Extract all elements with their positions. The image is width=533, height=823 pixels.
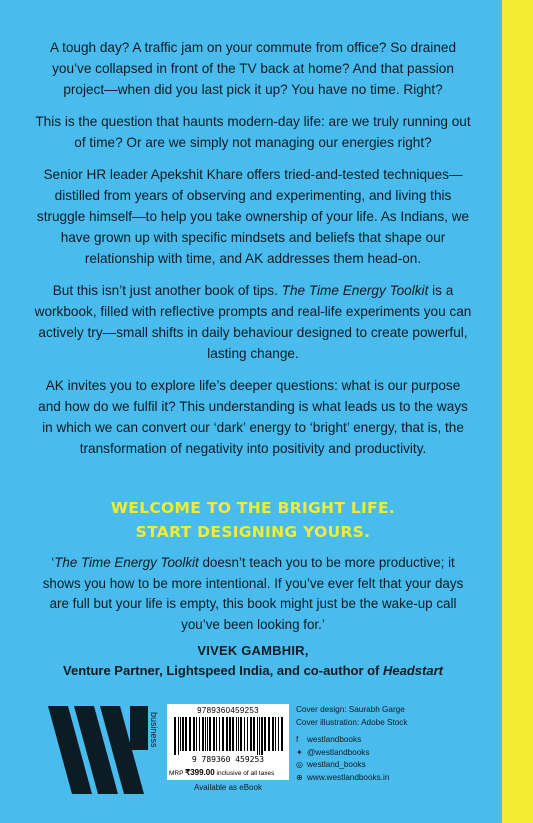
barcode-bar	[207, 717, 208, 751]
barcode-bar	[261, 717, 263, 755]
barcode-bar	[244, 717, 245, 751]
instagram-icon: ◎	[296, 760, 304, 769]
barcode-icon	[172, 717, 284, 755]
blurb-paragraph-2: This is the question that haunts modern-day life: are we truly running out of time? Or are we simply not managing our energies right?	[35, 114, 471, 150]
barcode-bar	[268, 717, 270, 751]
blurb-paragraph-4	[34, 280, 472, 364]
barcode-bar	[259, 717, 260, 755]
barcode-bar	[240, 717, 242, 751]
barcode-bar	[213, 717, 215, 751]
social-handle: westland_books	[307, 760, 366, 769]
cover-illustration-credit: Cover illustration: Adobe Stock	[296, 717, 408, 727]
isbn-number: 9789360459253	[197, 706, 259, 715]
barcode-bar	[202, 717, 204, 751]
barcode-bar	[219, 717, 220, 751]
barcode-bar	[222, 717, 224, 751]
barcode-bar	[196, 717, 197, 751]
blurb	[34, 37, 472, 470]
barcode-bar	[174, 717, 176, 755]
social-handle: westlandbooks	[307, 735, 362, 744]
barcode-bar	[185, 717, 187, 751]
quote-book-title: The Time Energy Toolkit	[54, 555, 199, 570]
price-value: ₹399.00	[185, 768, 215, 777]
blurb-paragraph-1: A tough day? A traffic jam on your commute from office? So drained you’ve collapsed in front of the TV back at home? And that passion project—when did you last pick it up? You have no time. Right?	[49, 40, 457, 97]
isbn-digits: 9 789360 459253	[191, 755, 265, 764]
barcode-bar	[180, 717, 181, 751]
credits	[296, 704, 466, 784]
westland-logo-icon	[48, 706, 152, 794]
barcode-bar	[278, 717, 279, 751]
quote-open-mark: ‘	[51, 555, 55, 570]
social-row	[296, 759, 466, 772]
barcode-bar	[281, 717, 283, 751]
blurb-p4-start: But this isn’t just another book of tips.	[52, 283, 282, 298]
social-row	[296, 734, 466, 747]
barcode-bar	[257, 717, 258, 755]
twitter-icon: ✦	[296, 747, 303, 757]
author-role	[34, 661, 472, 681]
author-role-text: Venture Partner, Lightspeed India, and co-author of	[63, 663, 384, 678]
cover-design-credit: Cover design: Saurabh Garge	[296, 705, 405, 714]
social-handle: www.westlandbooks.in	[307, 772, 390, 782]
category-label: business	[149, 712, 159, 748]
barcode-bar	[253, 717, 255, 751]
price-note: inclusive of all taxes	[214, 770, 275, 777]
slogan-line-1: WELCOME TO THE BRIGHT LIFE.	[110, 499, 396, 517]
barcode-bar	[272, 717, 274, 751]
barcode-bar	[232, 717, 234, 751]
author-book-title: Headstart	[383, 663, 443, 678]
slogan-line-2: START DESIGNING YOURS.	[135, 523, 371, 541]
globe-icon: ⊕	[296, 772, 303, 782]
barcode-bar	[189, 717, 191, 751]
slogan	[34, 496, 472, 544]
social-row	[296, 772, 466, 785]
barcode-bar	[264, 717, 266, 751]
endorsement-quote	[34, 553, 472, 635]
facebook-icon: f	[296, 735, 299, 744]
quote-text	[34, 553, 472, 635]
quote-body: doesn’t teach you to be more productive; it shows you how to be more intentional. If you’ve ever felt that your days are full but your life is empty, this book might just be the wake-up call you’ve been looking for.’	[42, 555, 464, 632]
barcode-bar	[236, 717, 237, 751]
social-links	[296, 734, 466, 784]
social-handle: @westlandbooks	[307, 747, 370, 757]
barcode-bar	[178, 717, 179, 755]
price-line	[169, 768, 289, 777]
barcode-bar	[193, 717, 195, 751]
barcode-bar	[199, 717, 200, 751]
social-row	[296, 747, 466, 760]
barcode-bar	[205, 717, 206, 751]
mrp-label: MRP	[169, 770, 186, 777]
endorsement-author	[34, 641, 472, 681]
ebook-note: Available as eBook	[194, 783, 262, 792]
book-title-italic: The Time Energy Toolkit	[281, 283, 429, 298]
blurb-paragraph-3: Senior HR leader Apekshit Khare offers tried-and-tested techniques—distilled from years of observing and experimenting, and living this struggle himself—to help you take ownership of your life. As Indians, we have grown up with specific mindsets and beliefs that shape our relationship with time, and AK addresses them head-on.	[36, 167, 470, 266]
spine-strip	[502, 0, 533, 823]
barcode-bar	[182, 717, 184, 751]
barcode-bar	[250, 717, 252, 751]
barcode-bar	[216, 717, 217, 751]
barcode-bar	[229, 717, 231, 751]
barcode-bar	[275, 717, 276, 751]
barcode-bar	[209, 717, 211, 751]
barcode-bar	[226, 717, 228, 751]
author-name: VIVEK GAMBHIR,	[197, 643, 309, 658]
barcode-panel	[167, 704, 289, 780]
blurb-paragraph-5: AK invites you to explore life’s deeper questions: what is our purpose and how do we fulfil it? This understanding is what leads us to the ways in which we can convert our ‘dark’ energy to ‘bright’ energy, that is, the transformation of negativity into positivity and productivity.	[38, 378, 468, 456]
blurb-p4-end: is a workbook, filled with reflective prompts and real-life experiments you can actively try—small shifts in daily behaviour designed to create powerful, lasting change.	[34, 283, 472, 361]
barcode-bar	[238, 717, 239, 751]
barcode-bar	[247, 717, 248, 751]
